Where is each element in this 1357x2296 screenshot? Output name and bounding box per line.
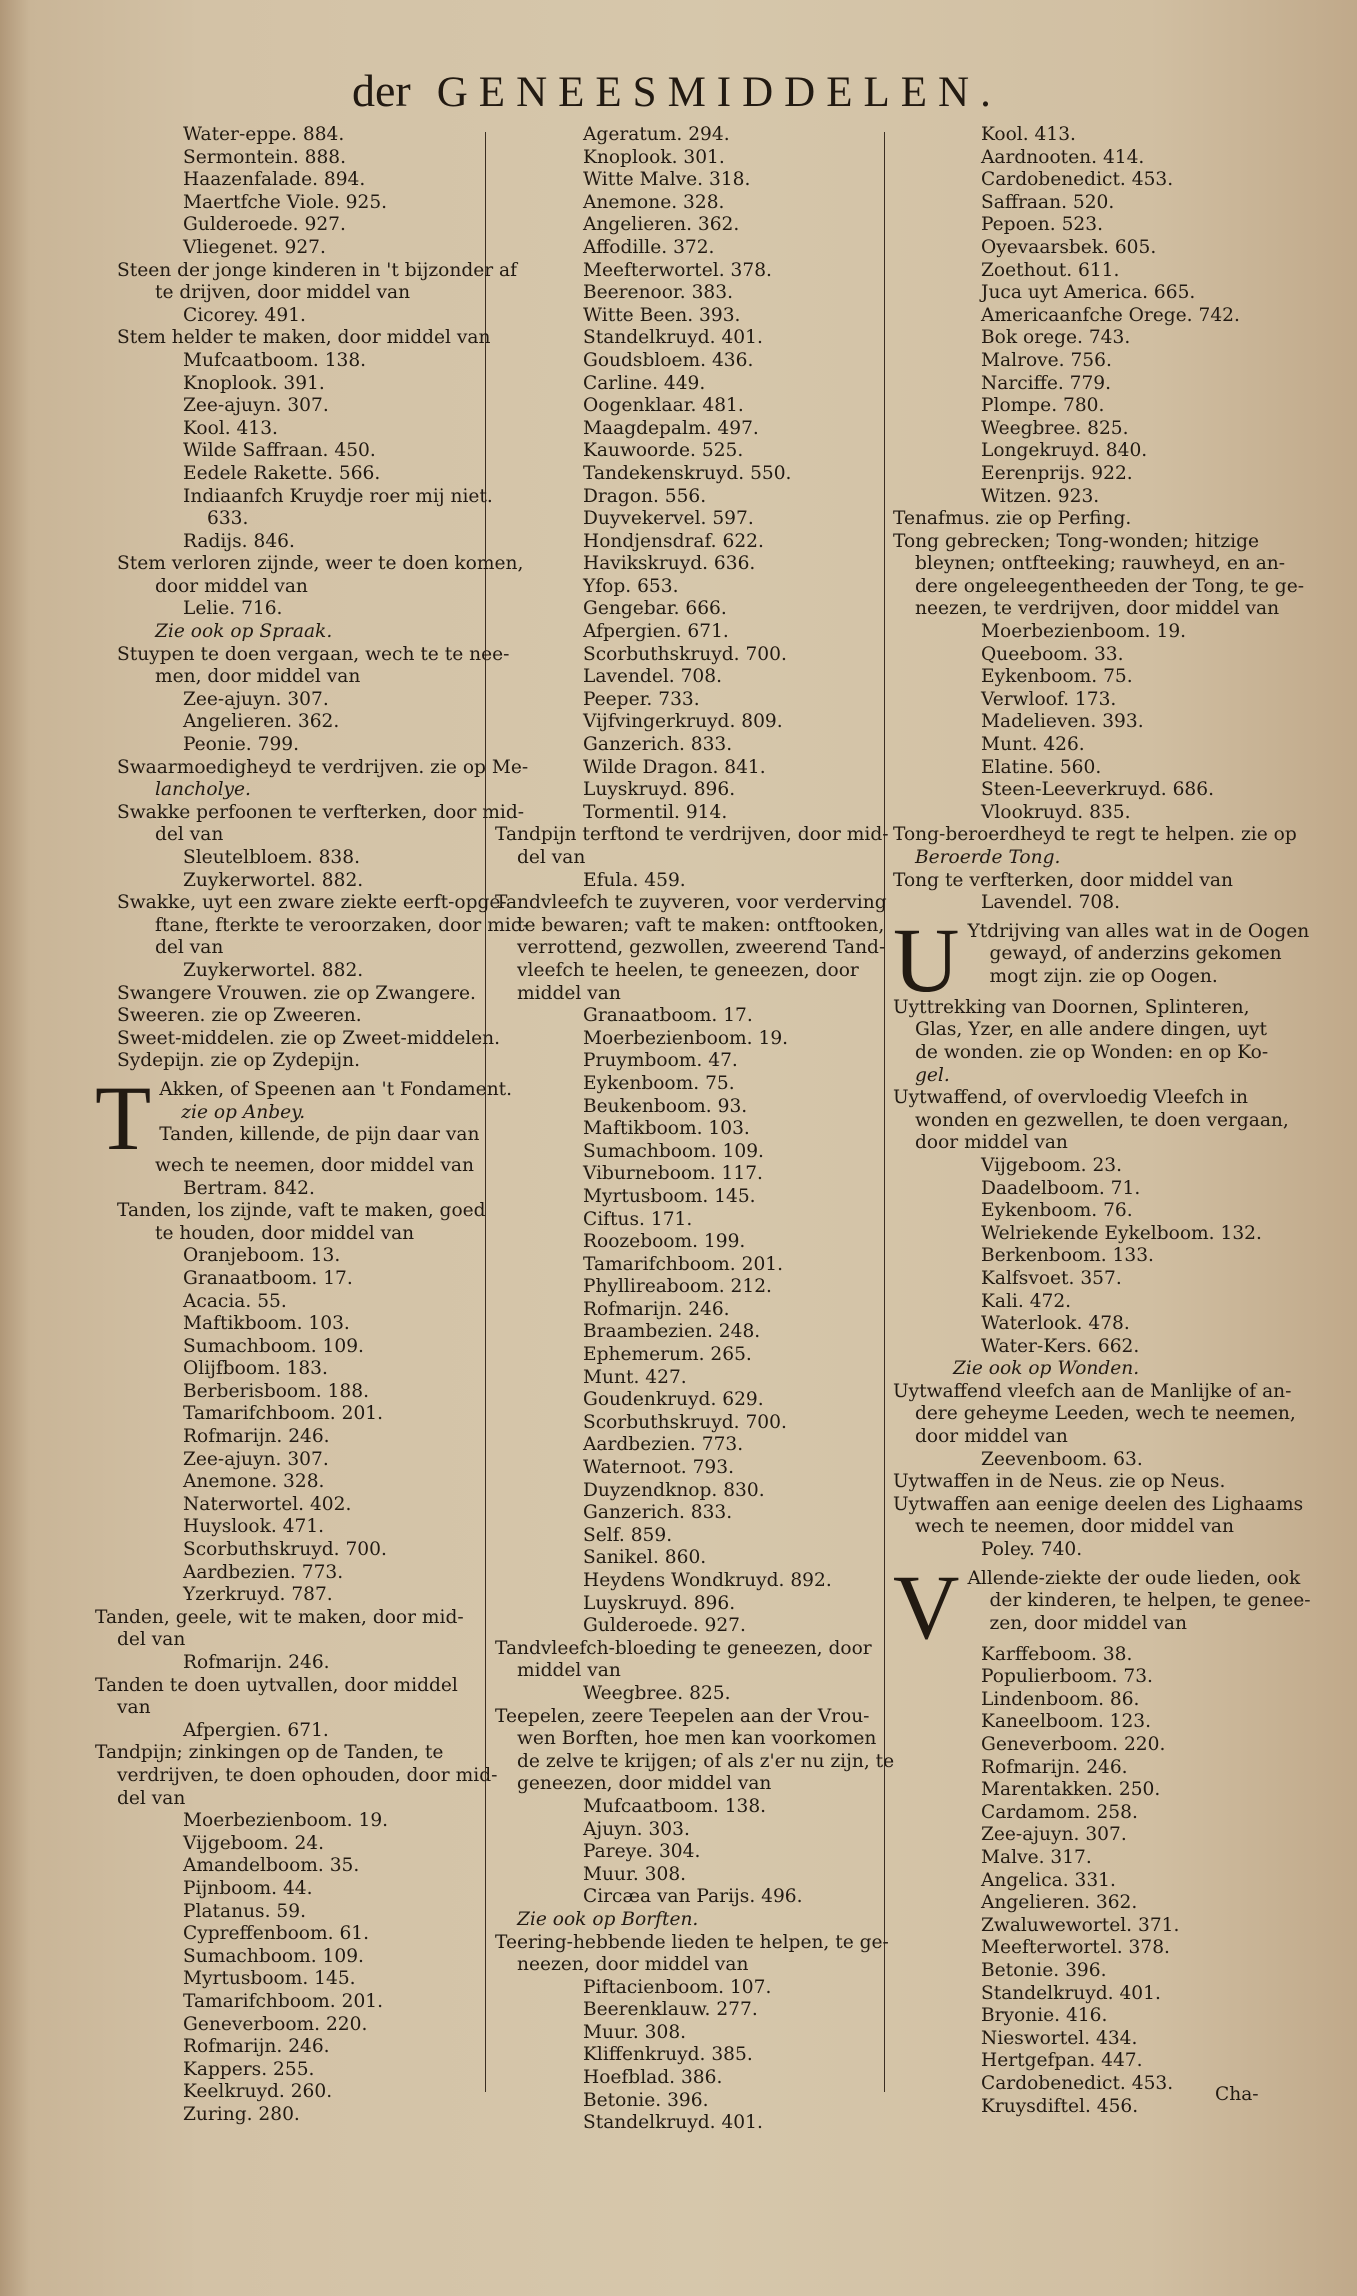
index-line: Gulderoede. 927. — [583, 1615, 746, 1637]
index-line: Kruysdiftel. 456. — [981, 2095, 1139, 2117]
index-line: Swakke, uyt een zware ziekte eerft-opge- — [117, 892, 507, 914]
index-line: Oogenklaar. 481. — [583, 395, 744, 417]
index-line: Beerenoor. 383. — [583, 282, 733, 304]
index-line: Tong-beroerdheyd te regt te helpen. zie op — [893, 824, 1297, 846]
drop-cap-t: T — [95, 1066, 152, 1169]
index-line: Zie ook op Borften. — [517, 1908, 699, 1930]
index-line: Luyskruyd. 896. — [583, 779, 736, 801]
index-line: Efula. 459. — [583, 869, 686, 891]
index-line: Uytwaffen in de Neus. zie op Neus. — [893, 1471, 1226, 1493]
index-line: Eykenboom. 76. — [981, 1200, 1133, 1222]
index-line: Lavendel. 708. — [981, 892, 1120, 914]
index-line: Pruymboom. 47. — [583, 1050, 738, 1072]
index-line: Maertfche Viole. 925. — [183, 191, 388, 213]
index-line: Tormentil. 914. — [583, 801, 728, 823]
index-line: Vliegenet. 927. — [183, 236, 326, 258]
drop-cap-lines-t — [159, 1079, 512, 1147]
index-line: Moerbezienboom. 19. — [981, 621, 1187, 643]
index-line: bleynen; ontfteeking; rauwheyd, en an- — [915, 553, 1286, 575]
index-line: Muur. 308. — [583, 1863, 687, 1885]
index-line: Zie ook op Wonden. — [953, 1358, 1140, 1380]
index-line: Granaatboom. 17. — [583, 1005, 753, 1027]
index-line: Meefterwortel. 378. — [981, 1937, 1170, 1959]
index-line: lancholye. — [155, 779, 251, 801]
index-line: Acacia. 55. — [183, 1290, 287, 1312]
index-line: Goudsbloem. 436. — [583, 349, 754, 371]
index-line: gel. — [915, 1064, 950, 1086]
index-line: Standelkruyd. 401. — [583, 327, 763, 349]
index-line: Sweeren. zie op Zweeren. — [117, 1005, 362, 1027]
index-line: Kool. 413. — [981, 124, 1076, 145]
index-line: Sumachboom. 109. — [183, 1945, 364, 1967]
index-line: Teepelen, zeere Teepelen aan der Vrou- — [495, 1705, 870, 1727]
index-line: Sanikel. 860. — [583, 1547, 707, 1569]
index-line: Mufcaatboom. 138. — [183, 349, 367, 371]
index-line: Elatine. 560. — [981, 756, 1102, 778]
index-line: Lindenboom. 86. — [981, 1688, 1140, 1710]
index-line: Meefterwortel. 378. — [583, 259, 772, 281]
index-line: Oranjeboom. 13. — [183, 1245, 341, 1267]
index-line: Duyvekervel. 597. — [583, 508, 754, 530]
index-line: Kliffenkruyd. 385. — [583, 2044, 753, 2066]
index-line: Karffeboom. 38. — [981, 1643, 1133, 1665]
index-line: Hoefblad. 386. — [583, 2067, 723, 2089]
index-line: Lelie. 716. — [183, 598, 283, 620]
index-line: Swangere Vrouwen. zie op Zwangere. — [117, 982, 476, 1004]
header-der: der — [352, 65, 411, 116]
index-line: Tanden, killende, de pijn daar van — [159, 1124, 480, 1146]
index-line: Zuring. 280. — [183, 2103, 300, 2125]
index-line: Eykenboom. 75. — [583, 1072, 735, 1094]
column-2-entries — [495, 124, 895, 2135]
index-line: Vijgeboom. 24. — [183, 1832, 325, 1854]
index-line: Zie ook op Spraak. — [155, 621, 333, 643]
index-line: Olijfboom. 183. — [183, 1358, 328, 1380]
index-line: wech te neemen, door middel van — [155, 1154, 474, 1176]
index-line: Sydepijn. zie op Zydepijn. — [117, 1050, 361, 1072]
index-line: Zee-ajuyn. 307. — [183, 395, 329, 417]
index-line: Afpergien. 671. — [583, 621, 729, 643]
index-line: Cardamom. 258. — [981, 1801, 1138, 1823]
index-line: Ciftus. 171. — [583, 1208, 693, 1230]
index-line: Maftikboom. 103. — [583, 1118, 750, 1140]
index-line: Knoplook. 391. — [183, 372, 325, 394]
index-line: Heydens Wondkruyd. 892. — [583, 1570, 832, 1591]
index-line: Carline. 449. — [583, 372, 706, 394]
index-line: Moerbezienboom. 19. — [183, 1810, 389, 1832]
index-line: Witte Malve. 318. — [583, 169, 751, 191]
index-line: Anemone. 328. — [183, 1471, 325, 1493]
index-line: Queeboom. 33. — [981, 643, 1124, 665]
index-line: Stuypen te doen vergaan, wech te te nee- — [117, 643, 510, 665]
index-line: Aardbezien. 773. — [583, 1434, 744, 1456]
index-line: door middel van — [915, 1426, 1068, 1448]
index-line: Saffraan. 520. — [981, 191, 1115, 213]
index-line: Stem verloren zijnde, weer te doen komen, — [117, 553, 524, 575]
index-line: Rofmarijn. 246. — [183, 1426, 330, 1448]
index-line: Tamarifchboom. 201. — [183, 1990, 384, 2012]
index-line: Maagdepalm. 497. — [583, 417, 759, 439]
index-line: Aardnooten. 414. — [981, 146, 1145, 168]
index-line: Beukenboom. 93. — [583, 1095, 748, 1117]
index-line: Viburneboom. 117. — [583, 1163, 763, 1185]
index-line: Myrtusboom. 145. — [183, 1968, 356, 1990]
column-1-part-c — [95, 1154, 498, 2127]
index-line: Swaarmoedigheyd te verdrijven. zie op Me- — [117, 756, 529, 778]
index-line: Dragon. 556. — [583, 485, 707, 507]
index-line: Ajuyn. 303. — [583, 1818, 690, 1840]
index-line: del van — [117, 1629, 186, 1651]
index-line: Angelieren. 362. — [583, 214, 740, 236]
index-line: Geneverboom. 220. — [981, 1734, 1166, 1755]
index-line: geneezen, door middel van — [517, 1773, 772, 1795]
index-line: Verwloof. 173. — [981, 688, 1117, 710]
index-line: Welriekende Eykelboom. 132. — [981, 1222, 1262, 1244]
index-line: Cicorey. 491. — [183, 304, 306, 326]
index-line: Keelkruyd. 260. — [183, 2081, 333, 2103]
index-line: Stem helder te maken, door middel van — [117, 327, 491, 349]
index-line: Angelica. 331. — [981, 1869, 1116, 1891]
index-line: Pijnboom. 44. — [183, 1877, 313, 1899]
index-line: Piftacienboom. 107. — [583, 1976, 772, 1998]
index-line: Ytdrijving van alles wat in de Oogen — [967, 920, 1310, 942]
index-line: Uytwaffend, of overvloedig Vleefch in — [893, 1087, 1248, 1109]
index-line: Bok orege. 743. — [981, 327, 1131, 349]
index-line: Longekruyd. 840. — [981, 440, 1148, 462]
index-line: neezen, te verdrijven, door middel van — [915, 598, 1280, 620]
drop-cap-lines-u — [967, 921, 1309, 989]
index-line: Americaanfche Orege. 742. — [981, 304, 1240, 326]
index-line: vleefch te heelen, te geneezen, door — [517, 959, 859, 981]
drop-cap-v: V — [893, 1555, 960, 1658]
index-line: Braambezien. 248. — [583, 1321, 761, 1343]
index-line: Peeper. 733. — [583, 688, 700, 710]
index-line: Tandvleefch-bloeding te geneezen, door — [495, 1637, 872, 1659]
index-line: Tanden te doen uytvallen, door middel — [95, 1674, 458, 1696]
index-line: Scorbuthskruyd. 700. — [583, 1411, 787, 1433]
index-line: men, door middel van — [155, 666, 361, 688]
index-line: Pareye. 304. — [583, 1841, 701, 1863]
index-line: Angelieren. 362. — [183, 711, 340, 733]
column-1-part-a — [95, 124, 529, 1073]
index-line: verdrijven, te doen ophouden, door mid- — [117, 1764, 498, 1786]
index-line: zen, door middel van — [989, 1612, 1187, 1634]
index-line: Tandekenskruyd. 550. — [583, 462, 792, 484]
index-line: Zwaluwewortel. 371. — [981, 1914, 1180, 1936]
index-line: Platanus. 59. — [183, 1900, 306, 1922]
index-line: mogt zijn. zie op Oogen. — [989, 965, 1218, 987]
index-line: de wonden. zie op Wonden: en op Ko- — [915, 1041, 1269, 1063]
index-line: Yfop. 653. — [583, 575, 679, 597]
index-line: der kinderen, te helpen, te genee- — [989, 1590, 1311, 1612]
column-3-part-e — [893, 1644, 1285, 2118]
index-line: Wilde Saffraan. 450. — [183, 440, 376, 462]
index-line: wonden en gezwellen, te doen vergaan, — [915, 1109, 1289, 1131]
index-line: Beerenklauw. 277. — [583, 1999, 758, 2021]
index-line: Hondjensdraf. 622. — [583, 530, 764, 552]
index-line: Swakke perfoonen te verfterken, door mid- — [117, 801, 525, 823]
index-line: Bertram. 842. — [183, 1177, 315, 1199]
index-line: Tong te verfterken, door middel van — [893, 869, 1233, 891]
index-line: door middel van — [155, 575, 308, 597]
index-line: del van — [155, 937, 224, 959]
index-line: Ganzerich. 833. — [583, 734, 733, 756]
index-line: Havikskruyd. 636. — [583, 553, 756, 575]
column-1 — [95, 124, 529, 2126]
index-line: Malrove. 756. — [981, 349, 1112, 371]
index-line: Bryonie. 416. — [981, 2005, 1108, 2027]
index-line: Rofmarijn. 246. — [981, 1756, 1128, 1778]
index-line: Zuykerwortel. 882. — [183, 869, 364, 891]
index-line: Circæa van Parijs. 496. — [583, 1886, 803, 1908]
index-line: Huyslook. 471. — [183, 1516, 325, 1538]
index-line: middel van — [517, 1660, 621, 1682]
index-line: Sumachboom. 109. — [183, 1335, 364, 1357]
index-line: Self. 859. — [583, 1524, 673, 1546]
column-3-part-a — [893, 124, 1304, 915]
index-line: dere ongeleegentheeden der Tong, te ge- — [915, 575, 1304, 597]
index-line: dere geheyme Leeden, wech te neemen, — [915, 1403, 1296, 1425]
index-line: Afpergien. 671. — [183, 1719, 329, 1741]
index-line: Oyevaarsbek. 605. — [981, 236, 1157, 258]
column-2 — [495, 124, 895, 2135]
index-line: te drijven, door middel van — [155, 282, 411, 304]
index-line: Cypreffenboom. 61. — [183, 1923, 370, 1945]
index-line: Madelieven. 393. — [981, 711, 1144, 733]
index-line: Malve. 317. — [981, 1846, 1092, 1868]
index-line: Luyskruyd. 896. — [583, 1592, 736, 1614]
index-line: Amandelboom. 35. — [183, 1855, 360, 1877]
index-line: te bewaren; vaft te maken: ontftooken, — [517, 914, 885, 936]
index-line: Ageratum. 294. — [583, 124, 730, 145]
index-line: Kali. 472. — [981, 1290, 1072, 1312]
index-line: Kappers. 255. — [183, 2058, 315, 2080]
index-line: Affodille. 372. — [583, 236, 715, 258]
index-line: Duyzendknop. 830. — [583, 1479, 765, 1501]
index-line: Nieswortel. 434. — [981, 2027, 1138, 2049]
index-line: Daadelboom. 71. — [981, 1177, 1141, 1199]
index-line: Sermontein. 888. — [183, 146, 347, 168]
index-line: Sweet-middelen. zie op Zweet-middelen. — [117, 1027, 501, 1049]
index-line: Tanden, los zijnde, vaft te maken, goed — [117, 1200, 486, 1222]
index-line: Waternoot. 793. — [583, 1457, 735, 1479]
index-line: ftane, fterkte te veroorzaken, door mid- — [155, 914, 529, 936]
index-line: zie op Anbey. — [181, 1101, 306, 1123]
index-line: Betonie. 396. — [981, 1959, 1107, 1981]
index-line: Plompe. 780. — [981, 395, 1105, 417]
index-line: Teering-hebbende lieden te helpen, te ge- — [495, 1931, 889, 1953]
index-line: wen Borften, hoe men kan voorkomen — [517, 1728, 877, 1750]
catchword: Cha- — [1215, 2084, 1259, 2105]
index-line: Lavendel. 708. — [583, 666, 722, 688]
index-line: middel van — [517, 982, 621, 1004]
index-line: Rofmarijn. 246. — [183, 2036, 330, 2058]
index-line: Sleutelbloem. 838. — [183, 847, 360, 868]
index-line: door middel van — [915, 1132, 1068, 1154]
index-line: Zee-ajuyn. 307. — [183, 1448, 329, 1470]
index-line: Akken, of Speenen aan 't Fondament. — [159, 1078, 513, 1100]
index-line: Zoethout. 611. — [981, 259, 1120, 281]
index-line: de zelve te krijgen; of als z'er nu zijn, te — [517, 1750, 895, 1772]
index-line: Glas, Yzer, en alle andere dingen, uyt — [915, 1019, 1268, 1041]
index-line: neezen, door middel van — [517, 1954, 749, 1976]
index-line: gewayd, of anderzins gekomen — [989, 943, 1282, 965]
index-line: Berberisboom. 188. — [183, 1380, 369, 1402]
index-line: 633. — [207, 508, 249, 530]
index-line: Goudenkruyd. 629. — [583, 1389, 764, 1411]
index-line: Naterwortel. 402. — [183, 1493, 352, 1515]
index-line: Juca uyt America. 665. — [981, 282, 1196, 304]
index-line: Anemone. 328. — [583, 191, 725, 213]
index-line: del van — [117, 1787, 186, 1809]
index-line: Maftikboom. 103. — [183, 1313, 350, 1335]
index-line: Ephemerum. 265. — [583, 1344, 752, 1366]
index-line: Standelkruyd. 401. — [981, 1982, 1161, 2004]
index-line: Granaatboom. 17. — [183, 1267, 353, 1289]
index-line: Mufcaatboom. 138. — [583, 1795, 767, 1817]
index-line: Tamarifchboom. 201. — [583, 1253, 784, 1275]
index-line: Water-eppe. 884. — [183, 124, 345, 145]
index-line: Moerbezienboom. 19. — [583, 1027, 789, 1049]
header-title: GENEESMIDDELEN. — [436, 69, 1002, 116]
index-line: Vijfvingerkruyd. 809. — [583, 711, 783, 733]
index-line: Roozeboom. 199. — [583, 1231, 746, 1253]
index-line: Yzerkruyd. 787. — [183, 1584, 333, 1606]
index-line: Vijgeboom. 23. — [981, 1154, 1123, 1176]
index-line: Tenafmus. zie op Perfing. — [893, 508, 1132, 530]
index-line: Zee-ajuyn. 307. — [183, 688, 329, 710]
index-line: te houden, door middel van — [155, 1222, 415, 1244]
index-line: Zuykerwortel. 882. — [183, 959, 364, 981]
index-line: Munt. 427. — [583, 1366, 687, 1388]
running-header — [352, 64, 1002, 117]
index-line: Eerenprijs. 922. — [981, 462, 1133, 484]
index-line: Tandvleefch te zuyveren, voor verderving — [495, 892, 887, 914]
index-line: Weegbree. 825. — [583, 1682, 731, 1704]
index-line: Allende-ziekte der oude lieden, ook — [967, 1567, 1301, 1589]
column-3 — [893, 124, 1311, 2118]
index-line: Zee-ajuyn. 307. — [981, 1824, 1127, 1846]
index-line: Steen der jonge kinderen in 't bijzonder af — [117, 259, 518, 281]
index-line: Standelkruyd. 401. — [583, 2112, 763, 2134]
index-line: Gulderoede. 927. — [183, 214, 346, 236]
index-line: Sumachboom. 109. — [583, 1140, 764, 1162]
index-line: Water-Kers. 662. — [981, 1335, 1140, 1357]
index-line: Narciffe. 779. — [981, 372, 1112, 394]
index-line: van — [117, 1697, 151, 1719]
index-line: Marentakken. 250. — [981, 1779, 1161, 1801]
index-line: Beroerde Tong. — [915, 847, 1061, 868]
index-line: Kalfsvoet. 357. — [981, 1267, 1122, 1289]
index-line: Populierboom. 73. — [981, 1666, 1153, 1688]
index-line: Cardobenedict. 453. — [981, 2072, 1174, 2094]
index-line: Rofmarijn. 246. — [583, 1298, 730, 1320]
index-line: Betonie. 396. — [583, 2089, 709, 2111]
drop-cap-u: U — [893, 908, 960, 1011]
index-line: Geneverboom. 220. — [183, 2013, 368, 2035]
index-line: Cardobenedict. 453. — [981, 169, 1174, 191]
index-line: del van — [517, 847, 586, 868]
index-line: Angelieren. 362. — [981, 1892, 1138, 1914]
index-line: Radijs. 846. — [183, 530, 295, 552]
index-line: Tanden, geele, wit te maken, door mid- — [95, 1606, 464, 1628]
index-line: Tandpijn; zinkingen op de Tanden, te — [95, 1742, 444, 1764]
index-line: Munt. 426. — [981, 734, 1085, 756]
index-line: Tong gebrecken; Tong-wonden; hitzige — [893, 530, 1259, 552]
index-line: Eedele Rakette. 566. — [183, 462, 381, 484]
index-line: Myrtusboom. 145. — [583, 1185, 756, 1207]
index-line: Uyttrekking van Doornen, Splinteren, — [893, 996, 1250, 1018]
index-line: Uytwaffend vleefch aan de Manlijke of an- — [893, 1380, 1292, 1402]
index-line: Ganzerich. 833. — [583, 1502, 733, 1524]
index-line: Berkenboom. 133. — [981, 1245, 1154, 1267]
index-line: Indiaanfch Kruydje roer mij niet. — [183, 485, 493, 507]
index-line: Haazenfalade. 894. — [183, 169, 366, 191]
index-line: Kauwoorde. 525. — [583, 440, 744, 462]
drop-cap-lines-v — [967, 1568, 1310, 1636]
index-line: Vlookruyd. 835. — [981, 801, 1131, 823]
index-line: Muur. 308. — [583, 2021, 687, 2043]
index-line: Kool. 413. — [183, 417, 278, 439]
index-line: Steen-Leeverkruyd. 686. — [981, 779, 1214, 801]
index-line: Witte Been. 393. — [583, 304, 741, 326]
index-line: Weegbree. 825. — [981, 417, 1129, 439]
index-line: Zeevenboom. 63. — [981, 1448, 1143, 1470]
index-line: Pepoen. 523. — [981, 214, 1103, 236]
index-line: Waterlook. 478. — [981, 1313, 1130, 1335]
index-line: Scorbuthskruyd. 700. — [583, 643, 787, 665]
index-line: Hertgefpan. 447. — [981, 2050, 1143, 2072]
index-line: Knoplook. 301. — [583, 146, 725, 168]
index-line: Tamarifchboom. 201. — [183, 1403, 384, 1425]
index-line: Witzen. 923. — [981, 485, 1100, 507]
index-line: Eykenboom. 75. — [981, 666, 1133, 688]
index-line: Kaneelboom. 123. — [981, 1711, 1152, 1733]
index-line: wech te neemen, door middel van — [915, 1516, 1234, 1538]
column-3-part-c — [893, 996, 1304, 1562]
index-line: Aardbezien. 773. — [183, 1561, 344, 1583]
index-line: Poley. 740. — [981, 1539, 1083, 1561]
index-line: Gengebar. 666. — [583, 598, 727, 620]
index-line: Rofmarijn. 246. — [183, 1652, 330, 1673]
index-line: Peonie. 799. — [183, 734, 300, 756]
index-line: Tandpijn terftond te verdrijven, door mid- — [495, 824, 889, 846]
index-line: Uytwaffen aan eenige deelen des Lighaams — [893, 1493, 1304, 1515]
index-line: Wilde Dragon. 841. — [583, 756, 766, 778]
index-line: Phyllireaboom. 212. — [583, 1276, 772, 1298]
index-line: del van — [155, 824, 224, 846]
index-line: Scorbuthskruyd. 700. — [183, 1539, 387, 1561]
index-line: verrottend, gezwollen, zweerend Tand- — [517, 937, 886, 959]
